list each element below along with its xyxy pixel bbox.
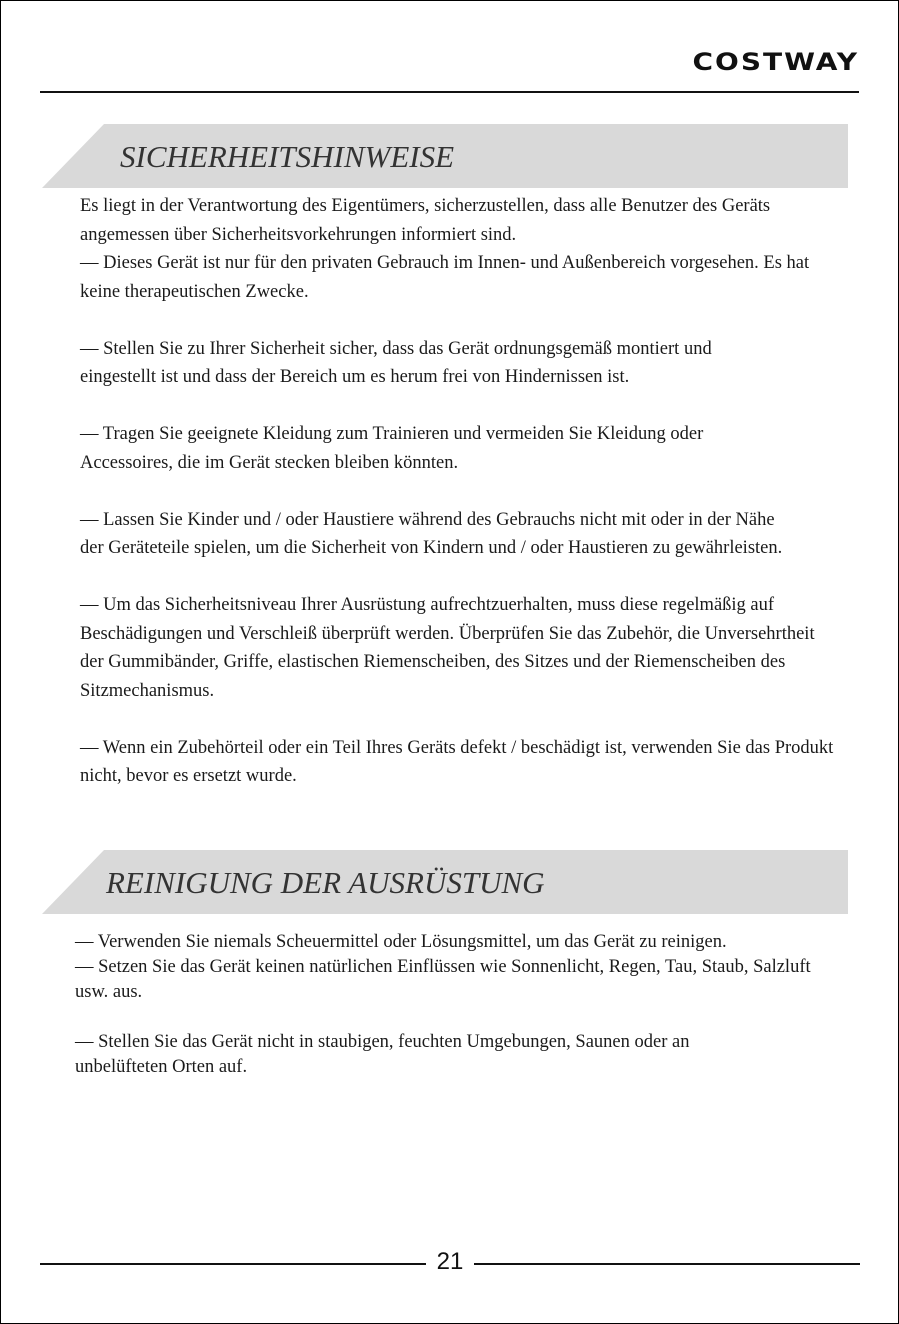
header-divider xyxy=(40,91,859,93)
cleaning-paragraph: — Stellen Sie das Gerät nicht in staubigen, feuchten Umgebungen, Saunen oder an unbelüfteten Orten auf. xyxy=(75,1032,690,1077)
cleaning-paragraph: — Setzen Sie das Gerät keinen natürlichen Einflüssen wie Sonnenlicht, Regen, Tau, Staub, Salzluft usw. aus. xyxy=(75,957,811,1002)
safety-paragraph: — Um das Sicherheitsniveau Ihrer Ausrüstung aufrechtzuerhalten, muss diese regelmäßig auf Beschädigungen und Verschleiß überprüft werden. Überprüfen Sie das Zubehör, die Unversehrtheit der Gummibänder, Griffe, elastischen Riemenscheiben, des Sitzes und der Riemenscheiben des Sitzmechanismus. xyxy=(80,595,815,701)
safety-paragraph: Es liegt in der Verantwortung des Eigentümers, sicherzustellen, dass alle Benutzer des Geräts angemessen über Sicherheitsvorkehrungen informiert sind. xyxy=(80,196,771,245)
page-number: 21 xyxy=(436,1248,464,1275)
safety-instructions xyxy=(80,192,840,791)
brand-logo: COSTWAY xyxy=(692,48,859,77)
safety-paragraph: — Dieses Gerät ist nur für den privaten Gebrauch im Innen- und Außenbereich vorgesehen. Es hat keine therapeutischen Zwecke. xyxy=(80,253,810,302)
section-title-cleaning: REINIGUNG DER AUSRÜSTUNG xyxy=(106,865,545,900)
section-title-safety: SICHERHEITSHINWEISE xyxy=(120,139,455,174)
safety-paragraph: — Tragen Sie geeignete Kleidung zum Trainieren und vermeiden Sie Kleidung oder Accessoires, die im Gerät stecken bleiben könnten. xyxy=(80,424,704,473)
footer-divider-right xyxy=(474,1263,860,1265)
safety-paragraph: — Stellen Sie zu Ihrer Sicherheit sicher, dass das Gerät ordnungsgemäß montiert und eingestellt ist und dass der Bereich um es herum frei von Hindernissen ist. xyxy=(80,338,712,387)
safety-paragraph: — Wenn ein Zubehörteil oder ein Teil Ihres Geräts defekt / beschädigt ist, verwenden Sie das Produkt nicht, bevor es ersetzt wurde. xyxy=(80,737,834,786)
cleaning-paragraph: — Verwenden Sie niemals Scheuermittel oder Lösungsmittel, um das Gerät zu reinigen. xyxy=(75,932,727,952)
footer-divider-left xyxy=(40,1263,426,1265)
safety-paragraph: — Lassen Sie Kinder und / oder Haustiere während des Gebrauchs nicht mit oder in der Nähe der Geräteteile spielen, um die Sicherheit von Kindern und / oder Haustieren zu gewährleisten. xyxy=(80,509,783,558)
cleaning-instructions xyxy=(75,930,820,1080)
